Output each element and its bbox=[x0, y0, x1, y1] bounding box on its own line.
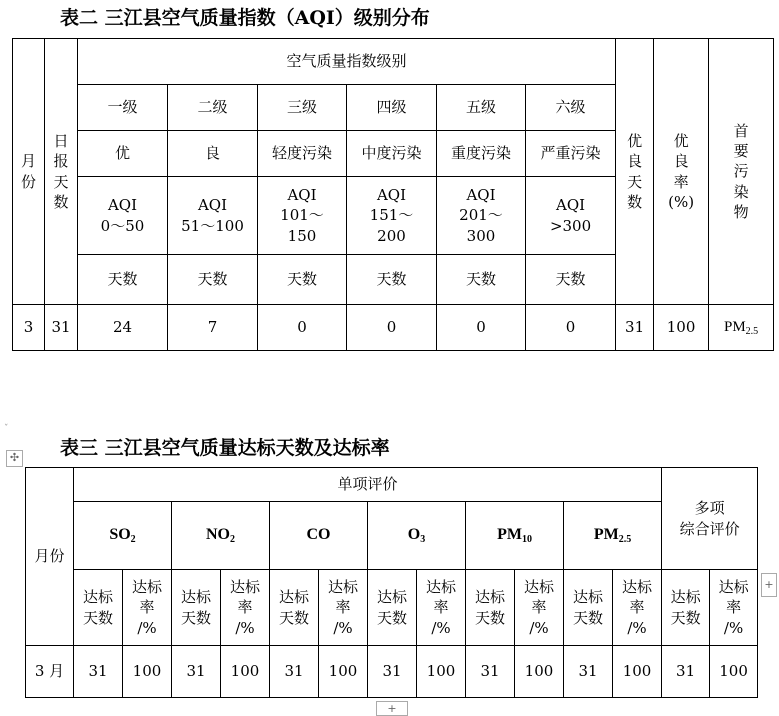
value-cell: 31 bbox=[368, 646, 417, 698]
range-4: AQI 151～ 200 bbox=[347, 177, 437, 255]
days-header: 达标 天数 bbox=[466, 570, 515, 646]
value-cell: 31 bbox=[662, 646, 710, 698]
category-5: 重度污染 bbox=[437, 131, 526, 177]
days-header: 达标 天数 bbox=[270, 570, 319, 646]
row-month: 3 bbox=[13, 305, 45, 351]
month-header: 月份 bbox=[13, 39, 45, 305]
range-6: AQI >300 bbox=[526, 177, 616, 255]
value-cell: 100 bbox=[417, 646, 466, 698]
level-days-4: 0 bbox=[347, 305, 437, 351]
range-1: AQI 0～50 bbox=[78, 177, 168, 255]
range-3: AQI 101～ 150 bbox=[258, 177, 347, 255]
days-unit-4: 天数 bbox=[347, 255, 437, 305]
rate-header: 达标 率 /% bbox=[221, 570, 270, 646]
days-header: 达标 天数 bbox=[662, 570, 710, 646]
value-cell: 31 bbox=[74, 646, 123, 698]
data-row bbox=[26, 646, 758, 698]
rate-header: 达标 率 /% bbox=[319, 570, 368, 646]
rate-header: 达标 率 /% bbox=[123, 570, 172, 646]
pollutant-co: CO bbox=[270, 502, 368, 570]
days-unit-1: 天数 bbox=[78, 255, 168, 305]
grade-6: 六级 bbox=[526, 85, 616, 131]
level-days-3: 0 bbox=[258, 305, 347, 351]
pollutant-pm10: $PM_{10}$ bbox=[466, 502, 564, 570]
grade-3: 三级 bbox=[258, 85, 347, 131]
table-move-handle[interactable]: ✣ bbox=[6, 450, 23, 467]
primary-pollutant-header: 首要污染物 bbox=[709, 39, 774, 305]
row-days: 31 bbox=[45, 305, 78, 351]
days-unit-3: 天数 bbox=[258, 255, 347, 305]
rate-header: 达标 率 /% bbox=[515, 570, 564, 646]
multi-eval-header: 多项 综合评价 bbox=[662, 468, 758, 570]
table2-title: 表二 三江县空气质量指数（AQI）级别分布 bbox=[60, 7, 430, 29]
pollutant-o3: $O_3$ bbox=[368, 502, 466, 570]
compliance-table bbox=[25, 467, 758, 698]
value-cell: 31 bbox=[172, 646, 221, 698]
excellent-rate-header: 优良率 (%) bbox=[654, 39, 709, 305]
days-unit-6: 天数 bbox=[526, 255, 616, 305]
grade-5: 五级 bbox=[437, 85, 526, 131]
aqi-levels-header: 空气质量指数级别 bbox=[78, 39, 616, 85]
range-5: AQI 201～ 300 bbox=[437, 177, 526, 255]
days-header: 达标 天数 bbox=[74, 570, 123, 646]
category-2: 良 bbox=[168, 131, 258, 177]
category-3: 轻度污染 bbox=[258, 131, 347, 177]
table3-title: 表三 三江县空气质量达标天数及达标率 bbox=[60, 437, 390, 459]
days-unit-2: 天数 bbox=[168, 255, 258, 305]
level-days-1: 24 bbox=[78, 305, 168, 351]
value-cell: 100 bbox=[123, 646, 172, 698]
value-cell: 100 bbox=[319, 646, 368, 698]
days-header: 达标 天数 bbox=[172, 570, 221, 646]
value-cell: 31 bbox=[466, 646, 515, 698]
value-cell: 100 bbox=[221, 646, 270, 698]
category-6: 严重污染 bbox=[526, 131, 616, 177]
value-cell: 100 bbox=[710, 646, 758, 698]
t3-row-month: 3 月 bbox=[26, 646, 74, 698]
t3-month-header: 月份 bbox=[26, 468, 74, 646]
add-column-button[interactable]: + bbox=[761, 573, 777, 597]
aqi-level-table bbox=[12, 38, 774, 351]
single-eval-header: 单项评价 bbox=[74, 468, 662, 502]
grade-4: 四级 bbox=[347, 85, 437, 131]
grade-2: 二级 bbox=[168, 85, 258, 131]
rate-header: 达标 率 /% bbox=[613, 570, 662, 646]
add-row-button[interactable]: + bbox=[376, 701, 408, 716]
rate-header: 达标 率 /% bbox=[710, 570, 758, 646]
days-header: 达标 天数 bbox=[368, 570, 417, 646]
category-4: 中度污染 bbox=[347, 131, 437, 177]
range-2: AQI 51～100 bbox=[168, 177, 258, 255]
value-cell: 100 bbox=[515, 646, 564, 698]
value-cell: 31 bbox=[564, 646, 613, 698]
days-header: 达标 天数 bbox=[564, 570, 613, 646]
level-days-2: 7 bbox=[168, 305, 258, 351]
subheader-row bbox=[26, 570, 758, 646]
value-cell: 31 bbox=[270, 646, 319, 698]
level-days-6: 0 bbox=[526, 305, 616, 351]
row-rate: 100 bbox=[654, 305, 709, 351]
category-1: 优 bbox=[78, 131, 168, 177]
level-days-5: 0 bbox=[437, 305, 526, 351]
value-cell: 100 bbox=[613, 646, 662, 698]
anchor-marker: ˇ bbox=[4, 424, 9, 434]
row-pollutant: $PM_{2.5}$ bbox=[709, 305, 774, 351]
days-unit-5: 天数 bbox=[437, 255, 526, 305]
row-excellent-days: 31 bbox=[616, 305, 654, 351]
excellent-days-header: 优良天数 bbox=[616, 39, 654, 305]
pollutant-so2: $SO_2$ bbox=[74, 502, 172, 570]
rate-header: 达标 率 /% bbox=[417, 570, 466, 646]
pollutant-no2: $NO_2$ bbox=[172, 502, 270, 570]
report-days-header: 日报天数 bbox=[45, 39, 78, 305]
pollutant-pm25: $PM_{2.5}$ bbox=[564, 502, 662, 570]
grade-1: 一级 bbox=[78, 85, 168, 131]
